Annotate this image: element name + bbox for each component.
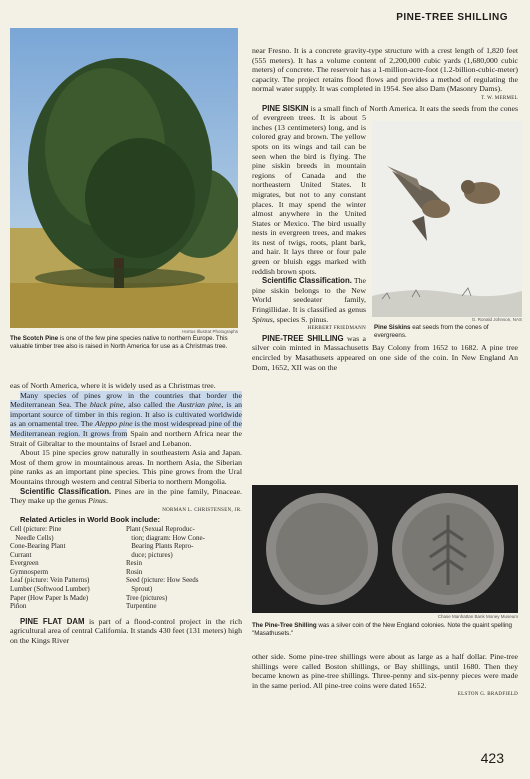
related-article-item: Seed (picture: How Seeds bbox=[126, 576, 199, 585]
related-article-item: tion; diagram: How Cone- bbox=[126, 533, 205, 542]
shilling-coins-photo bbox=[252, 485, 518, 613]
bird-photo-credit: G. Ronald Johnson, NAS bbox=[471, 317, 522, 322]
author-signature: ELSTON G. BRADFIELD bbox=[457, 692, 518, 698]
author-signature: T. W. MERMEL bbox=[481, 95, 518, 101]
author-signature: HERBERT FRIEDMANN bbox=[307, 326, 366, 332]
paragraph: About 15 pine species grow naturally in southeastern Asia and Japan. Most of them grow in mountainous areas. In northern Asia, the Siberian pine ranks as an important pine species. This pine grows from the Ural Mountains through western and central Siberia to northern Mongolia. bbox=[10, 448, 242, 486]
related-article-item: Resin bbox=[126, 559, 142, 568]
pine-flat-dam-entry: PINE FLAT DAM is part of a flood-control project in the rich agricultural area of central California. It stands 430 feet (131 meters) high on the Kings River bbox=[10, 616, 242, 646]
dam-continuation: near Fresno. It is a concrete gravity-type structure with a crest length of 1,820 feet (555 meters). It has a volume content of 2,200,000 cubic yards (1,680,000 cubic meters) of concrete. The reservoir has a 1-million-acre-foot (1.2-billion-cubic-meter) capacity. The project retains flood flows and provides a method of regulating the normal water supply. It was completed in 1954. See also Dam (Masonry Dams). bbox=[252, 46, 518, 94]
related-article-item: Cell (picture: Pine bbox=[10, 524, 62, 533]
related-article-item: Currant bbox=[10, 550, 32, 559]
pine-siskin-entry: PINE SISKIN is a small finch of North America. It eats the seeds from the cones of evergreen trees. It is about 5 inches (13 centimeters) long, and is colored gray and brown. The yellow spots on its wings and tail can be seen when the bird is flying. The pine siskin breeds in mountain regions of Canada and the northeastern United States. It migrates, but not to any constant places. It may spend the winter almost anywhere in the United States or Mexico. The bird usually nests in evergreen trees, and makes its nest of twigs, roots, plant bark, and hair. It lays three or four pale green or bluish eggs marked with reddish brown spots. bbox=[252, 103, 519, 276]
shilling-continuation bbox=[252, 652, 518, 700]
pine-tree-shilling-entry: PINE-TREE SHILLING was a silver coin minted in Massachusetts Bay Colony from 1652 to 1682. A pine tree encircled by Masathusets appeared on one side of the coin. In New England An Dom, 1652, XII was on the bbox=[252, 333, 518, 372]
siskin-classification: Scientific Classification. The pine siskin belongs to the New World seedeater family, Fringillidae. It is classified as genus Spinus, species S. pinus. bbox=[252, 276, 366, 324]
related-article-item: Gymnosperm bbox=[10, 567, 49, 576]
related-article-item: Sprout) bbox=[126, 585, 153, 594]
pine-siskin-photo bbox=[372, 121, 522, 317]
related-article-item: Plant (Sexual Reproduc- bbox=[126, 524, 195, 533]
related-article-item: Piñon bbox=[10, 602, 27, 611]
photo-credit: Hortus Illustrat Photographs bbox=[182, 329, 238, 334]
paragraph: other side. Some pine-tree shillings were about as large as a half dollar. Pine-tree shillings were called Boston shillings, or Bay shillings, until 1680. Then they became known as pine-tree shillings. Three-penny and six-penny pieces were made in the same period. All pine-tree coins were dated 1652. bbox=[252, 652, 518, 690]
related-article-item: Leaf (picture: Vein Patterns) bbox=[10, 576, 90, 585]
related-articles-list bbox=[10, 525, 242, 611]
related-article-item: Rosin bbox=[126, 567, 143, 576]
related-article-item: Tree (pictures) bbox=[126, 593, 168, 602]
scotch-pine-photo bbox=[10, 28, 238, 328]
paragraph: eas of North America, where it is widely used as a Christmas tree. bbox=[10, 381, 216, 390]
scientific-classification: Scientific Classification. Pines are in the pine family, Pinaceae. They make up the genus Pinus. bbox=[10, 486, 242, 506]
left-column bbox=[10, 381, 242, 646]
bird-caption: Pine Siskins eat seeds from the cones of evergreens. bbox=[374, 324, 489, 339]
author-signature: NORMAN L. CHRISTENSEN, JR. bbox=[162, 507, 242, 513]
related-article-item: Needle Cells) bbox=[10, 533, 54, 542]
running-header: PINE-TREE SHILLING bbox=[396, 12, 508, 23]
page-number: 423 bbox=[480, 750, 504, 766]
coin-photo-credit: Chase Manhattan Bank Money Museum bbox=[437, 614, 518, 619]
related-articles-title: Related Articles in World Book include: bbox=[20, 515, 161, 525]
coin-caption: The Pine-Tree Shilling was a silver coin of the New England colonies. Note the quaint spelling "Masathusets." bbox=[252, 622, 513, 637]
related-article-item: duce; pictures) bbox=[126, 550, 173, 559]
related-article-item: Lumber (Softwood Lumber) bbox=[10, 585, 90, 594]
related-article-item: Paper (How Paper Is Made) bbox=[10, 593, 89, 602]
related-article-item: Cone-Bearing Plant bbox=[10, 542, 66, 551]
paragraph-highlighted: Many species of pines grow in the countries that border the Mediterranean Sea. The black pine, also called the Austrian pine, is an important source of timber in this region. It also is cultivated worldwide as an ornamental tree. The Aleppo pine is the most widespread pine of the Mediterranean region. It grows from Spain and northern Africa near the Strait of Gibraltar to the mountains of Israel and Lebanon. bbox=[10, 390, 243, 448]
related-article-item: Turpentine bbox=[126, 602, 157, 611]
scotch-pine-caption: The Scotch Pine is one of the few pine species native to northern Europe. This valuable timber tree also is raised in North America for use as a Christmas tree. bbox=[10, 335, 228, 350]
related-article-item: Bearing Plants Repro- bbox=[126, 542, 194, 551]
related-article-item: Evergreen bbox=[10, 559, 39, 568]
